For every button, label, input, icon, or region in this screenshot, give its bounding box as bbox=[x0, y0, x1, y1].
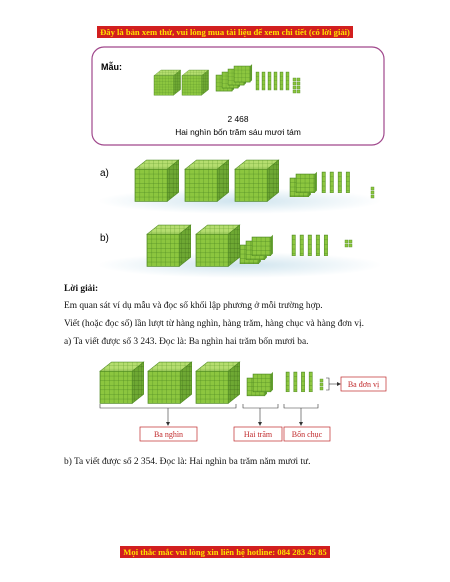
solution-diagram bbox=[100, 362, 386, 441]
part-a-label: a) bbox=[100, 168, 109, 179]
sample-words: Hai nghìn bốn trăm sáu mươi tám bbox=[175, 127, 301, 137]
solution-line-2: Viết (hoặc đọc số) lần lượt từ hàng nghìn, hàng trăm, hàng chục và hàng đơn vị. bbox=[64, 319, 364, 329]
answer-a: a) Ta viết được số 3 243. Đọc là: Ba nghìn hai trăm bốn mươi ba. bbox=[64, 337, 309, 347]
part-b-label: b) bbox=[100, 233, 109, 244]
sample-label: Mẫu: bbox=[101, 62, 122, 72]
hotline-banner: Mọi thắc mắc vui lòng xin liên hệ hotline: 084 283 45 85 bbox=[0, 547, 450, 557]
label-thousands: Ba nghìn bbox=[153, 430, 184, 439]
label-ones: Ba đơn vị bbox=[347, 380, 380, 389]
solution-line-1: Em quan sát ví dụ mẫu và đọc số khối lập phương ở mỗi trường hợp. bbox=[64, 301, 323, 311]
answer-b: b) Ta viết được số 2 354. Đọc là: Hai nghìn ba trăm năm mươi tư. bbox=[64, 457, 311, 467]
label-tens: Bốn chục bbox=[291, 430, 323, 439]
solution-title: Lời giải: bbox=[64, 284, 99, 294]
preview-banner: Đây là bản xem thử, vui lòng mua tài liệu để xem chi tiết (có lời giải) bbox=[0, 27, 450, 37]
label-hundreds: Hai trăm bbox=[243, 430, 273, 439]
sample-number: 2 468 bbox=[227, 114, 249, 124]
